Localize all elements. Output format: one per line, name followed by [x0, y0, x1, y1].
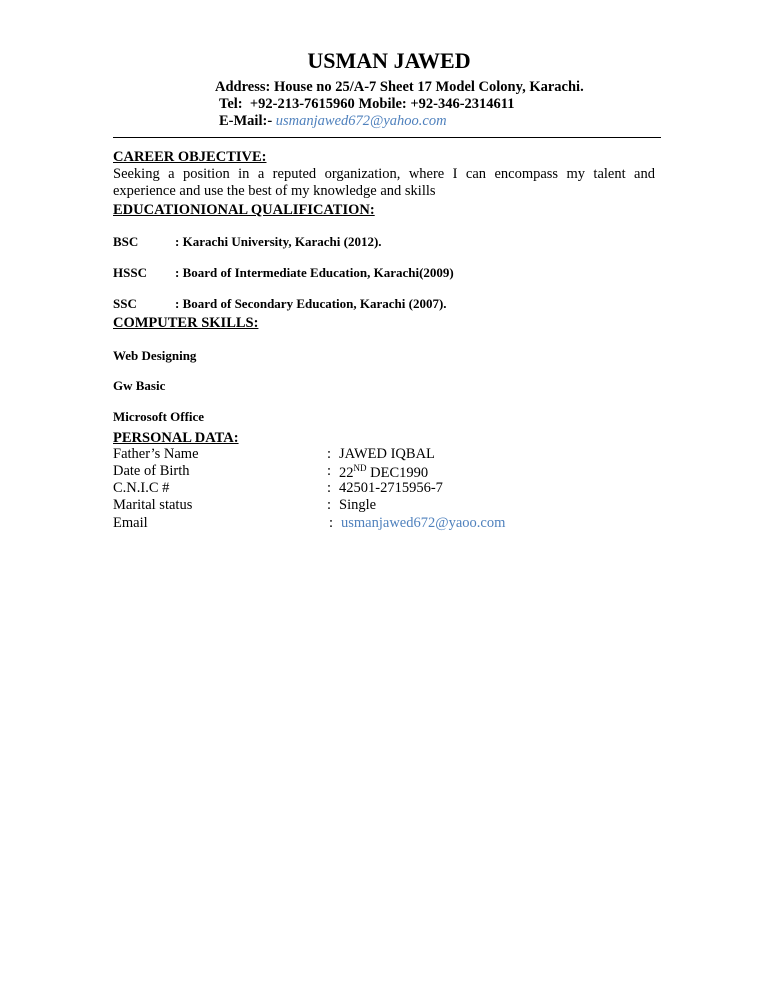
- mobile-label: Mobile:: [358, 96, 407, 112]
- skill-item: Microsoft Office: [113, 409, 205, 424]
- personal-colon: :: [327, 480, 332, 496]
- personal-colon: :: [327, 463, 332, 479]
- personal-label-fathers-name: Father’s Name: [113, 446, 199, 462]
- dob-rest: DEC1990: [366, 465, 429, 481]
- header-divider: [113, 137, 661, 138]
- email-link[interactable]: usmanjawed672@yahoo.com: [275, 113, 447, 129]
- personal-value-cnic: 42501-2715956-7: [339, 480, 443, 496]
- mobile-value: +92-346-2314611: [410, 96, 515, 112]
- education-heading: EDUCATIONIONAL QUALIFICATION:: [113, 202, 375, 218]
- degree-detail: : Board of Secondary Education, Karachi (2007).: [175, 296, 447, 311]
- education-item: [113, 296, 447, 312]
- personal-label-cnic: C.N.I.C #: [113, 480, 170, 496]
- phone-line: [219, 96, 515, 113]
- degree-detail: : Board of Intermediate Education, Karachi(2009): [175, 265, 454, 280]
- address-label: Address:: [215, 79, 271, 95]
- skill-item: Gw Basic: [113, 378, 166, 393]
- tel-value: +92-213-7615960: [249, 96, 355, 112]
- career-objective-heading: CAREER OBJECTIVE:: [113, 149, 267, 165]
- email-line: [219, 113, 447, 130]
- career-objective-text: Seeking a position in a reputed organization, where I can encompass my talent and experience and use the best of my knowledge and skills: [113, 166, 655, 199]
- degree-name: BSC: [113, 234, 139, 249]
- education-item: [113, 234, 382, 250]
- personal-label-marital-status: Marital status: [113, 497, 193, 513]
- resume-name: USMAN JAWED: [307, 48, 471, 73]
- personal-colon: :: [327, 446, 332, 462]
- personal-colon: :: [329, 515, 334, 531]
- skill-item: Web Designing: [113, 348, 197, 363]
- address-value: House no 25/A-7 Sheet 17 Model Colony, Karachi.: [273, 79, 584, 95]
- tel-label: Tel:: [219, 96, 243, 112]
- address-line: [215, 79, 584, 96]
- email-label: E-Mail:-: [219, 113, 273, 129]
- personal-data-heading: PERSONAL DATA:: [113, 430, 239, 446]
- personal-value-email-link[interactable]: usmanjawed672@yaoo.com: [341, 515, 506, 531]
- dob-day: 22: [339, 465, 354, 481]
- degree-detail: : Karachi University, Karachi (2012).: [175, 234, 382, 249]
- degree-name: SSC: [113, 296, 137, 311]
- personal-label-email: Email: [113, 515, 148, 531]
- dob-suffix: ND: [353, 463, 367, 473]
- degree-name: HSSC: [113, 265, 147, 280]
- personal-label-dob: Date of Birth: [113, 463, 190, 479]
- education-item: [113, 265, 454, 281]
- personal-value-marital-status: Single: [339, 497, 377, 513]
- computer-skills-heading: COMPUTER SKILLS:: [113, 315, 259, 331]
- personal-value-fathers-name: JAWED IQBAL: [339, 446, 435, 462]
- personal-colon: :: [327, 497, 332, 513]
